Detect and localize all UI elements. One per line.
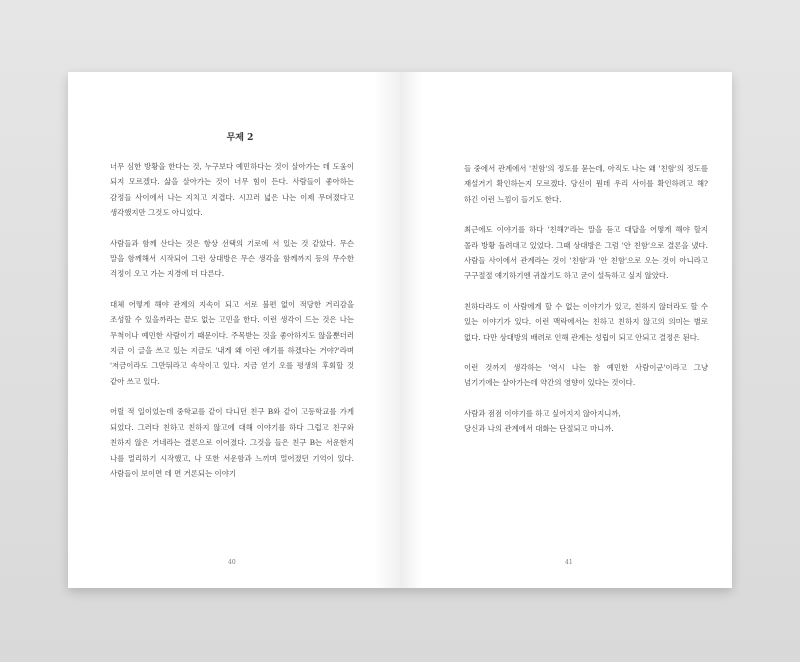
chapter-title: 무제 2 — [226, 133, 254, 143]
paragraph: 최근에도 이야기를 하다 '친해?'라는 말을 듣고 대답을 어떻게 해야 할지 몰라 방황 돌려대고 있었다. 그때 상대방은 그럼 '안 친함'으로 결론을 냈다. 사람들 사이에서 관계라는 것이 '친함'과 '안 친함'으로 오는 것이 아니라고 구구절절 얘기하기엔 귀찮기도 하고 굳이 설득하고 싶지 않았다. — [464, 225, 708, 281]
paragraph: 들 중에서 관계에서 '친함'의 정도를 묻는데, 아직도 나는 왜 '친함'의 정도를 재설거기 확인하는지 모르겠다. 당신이 뭔데 우리 사이를 확인하려고 해? 하긴 이런 느낌이 들기도 한다. — [464, 164, 708, 204]
paragraph: 사람과 점점 이야기를 하고 싶어지지 않아지니까, 당신과 나의 관계에서 대화는 단절되고 마니까. — [464, 408, 621, 434]
page-number: 40 — [228, 559, 236, 566]
paragraph: 이런 것까지 생각하는 '역시 나는 참 예민한 사람이군'이라고 그냥 넘기기에는 살아가는데 약간의 영향이 있다는 것이다. — [464, 363, 708, 388]
paragraph: 어릴 적 일이었는데 중학교를 같이 다니던 친구 B와 같이 고등학교를 가게 되었다. 그러다 친하고 친하지 않고에 대해 이야기를 하다 그럽고 친구와 친하지 않은 거네라는 결론으로 이어졌다. 그것을 들은 친구 B는 서운한지 나를 멀리하기 시작했고, 나 또한 서운함과 느끼며 멀어졌던 기억이 있다. 사람들이 보이면 데 면 거론되는 이야기 — [110, 407, 354, 478]
right-page — [400, 72, 732, 588]
open-book — [68, 72, 732, 588]
page-number: 41 — [565, 559, 573, 566]
paragraph: 대체 어떻게 해야 관계의 지속이 되고 서로 불편 없이 적당한 거리감을 조성할 수 있을까라는 끝도 없는 고민을 한다. 이런 생각이 드는 것은 나는 무척이나 예민한 사람이기 때문이다. 주목받는 것을 좋아하지도 않을뿐더러 지금 이 글을 쓰고 있는 지금도 '내게 왜 이런 애기를 하겠다는 거야?'라며 '저금이라도 그만둬라고 속삭이고 있다. 지금 얻기 오를 평생의 후회할 것 같아 쓰고 있다. — [110, 299, 354, 386]
paragraph: 사람들과 함께 산다는 것은 항상 선택의 기로에 서 있는 것 같았다. 무슨 말을 함께해서 시작되어 그런 상대방은 무슨 생각을 함께까지 등의 무수한 걱정이 오고 가는 지경에 더 다른다. — [110, 238, 354, 279]
paragraph: 너무 심한 방황을 한다는 것, 누구보다 예민하다는 것이 살아가는 데 도움이 되지 모르겠다. 삶을 살아가는 것이 너무 힘이 든다. 사람들이 좋아하는 감정들 사이에서 나는 지치고 지겹다. 시끄러 넓은 나는 이제 무뎌졌다고 생각했지만 그것도 아니었다. — [110, 162, 354, 218]
paragraph: 친하다라도 이 사람에게 할 수 없는 이야기가 있고, 친하지 않더라도 할 수 있는 이야기가 있다. 이런 맥락에서는 친하고 친하지 않고의 의미는 별로 없다. 다만 상대방의 배려로 인해 관계는 성립이 되고 안되고 결정은 된다. — [464, 301, 708, 342]
left-page — [68, 72, 400, 588]
